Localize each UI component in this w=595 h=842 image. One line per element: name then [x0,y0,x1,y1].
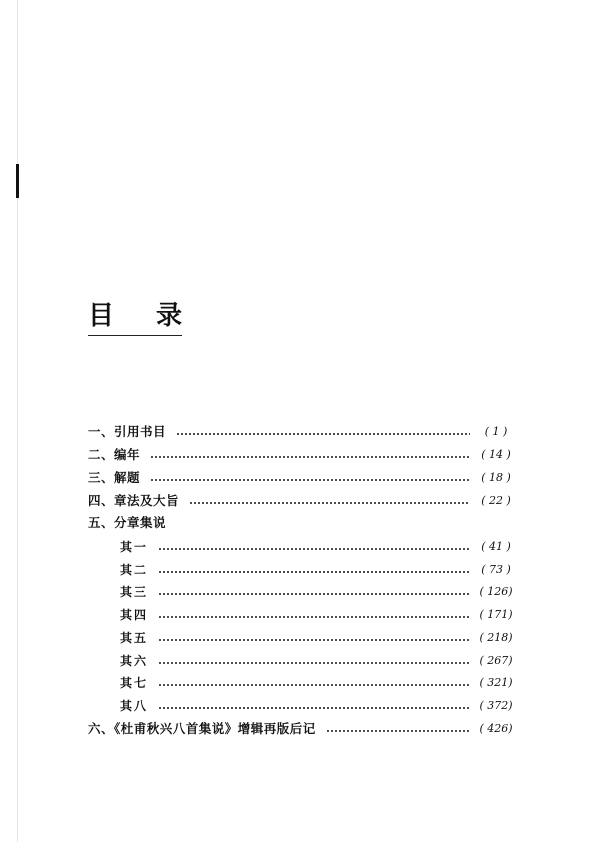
dot-leader [158,548,470,550]
toc-page-number: ( 267) [479,654,513,667]
toc-page-number: ( 73 ) [481,563,511,576]
toc-page-number: ( 41 ) [481,540,511,553]
page-title: 目 录 [88,301,182,331]
dot-leader [326,730,470,732]
dot-leader [176,433,470,435]
toc-subentry-label: 其二 [120,563,149,577]
dot-leader [158,616,470,618]
toc-page-number: ( 218) [479,631,513,644]
toc-subentry-1[interactable] [120,536,516,558]
dot-leader [158,639,470,641]
toc-page-number: ( 372) [479,699,513,712]
toc-page-number: ( 1 ) [484,425,508,438]
toc-page-number: ( 14 ) [481,448,511,461]
toc-subentry-label: 其一 [120,540,149,554]
dot-leader [158,593,470,595]
dot-leader [158,684,470,686]
toc-subentry-label: 其五 [120,631,149,645]
toc-entry-label: 三、解题 [88,470,141,485]
toc-subentry-4[interactable] [120,604,516,626]
toc-entry-label: 五、分章集说 [88,515,167,530]
dot-leader [150,456,470,458]
toc-entry-title-explanation[interactable] [88,467,516,489]
toc-page-number: ( 426) [479,722,513,735]
dot-leader [158,707,470,709]
toc-subentry-6[interactable] [120,650,516,672]
toc-page-number: ( 18 ) [481,471,511,484]
toc-subentry-5[interactable] [120,627,516,649]
toc-entry-structure[interactable] [88,490,516,512]
toc-subentry-2[interactable] [120,559,516,581]
toc-subentry-7[interactable] [120,672,516,694]
toc-entry-label: 六、《杜甫秋兴八首集说》增辑再版后记 [88,721,316,736]
toc-subentry-3[interactable] [120,581,516,603]
toc-page-number: ( 22 ) [481,494,511,507]
toc-subentry-label: 其八 [120,699,149,713]
toc-page-number: ( 126) [479,585,513,598]
toc-entry-chronology[interactable] [88,444,516,466]
toc-entry-label: 四、章法及大旨 [88,493,180,508]
dot-leader [150,479,470,481]
toc-subentry-label: 其三 [120,585,149,599]
toc-subentry-label: 其六 [120,654,149,668]
toc-entry-label: 一、引用书目 [88,424,167,439]
toc-entry-references[interactable] [88,421,516,443]
toc-subentry-8[interactable] [120,695,516,717]
toc-page-number: ( 321) [479,676,513,689]
toc-subentry-label: 其四 [120,608,149,622]
dot-leader [158,662,470,664]
toc-entry-afterword[interactable] [88,718,516,740]
toc-subentry-label: 其七 [120,676,149,690]
dot-leader [158,571,470,573]
toc-entry-label: 二、编年 [88,447,141,462]
dot-leader [189,502,470,504]
toc-entry-collected-commentary[interactable] [88,512,516,534]
toc-page-number: ( 171) [479,608,513,621]
